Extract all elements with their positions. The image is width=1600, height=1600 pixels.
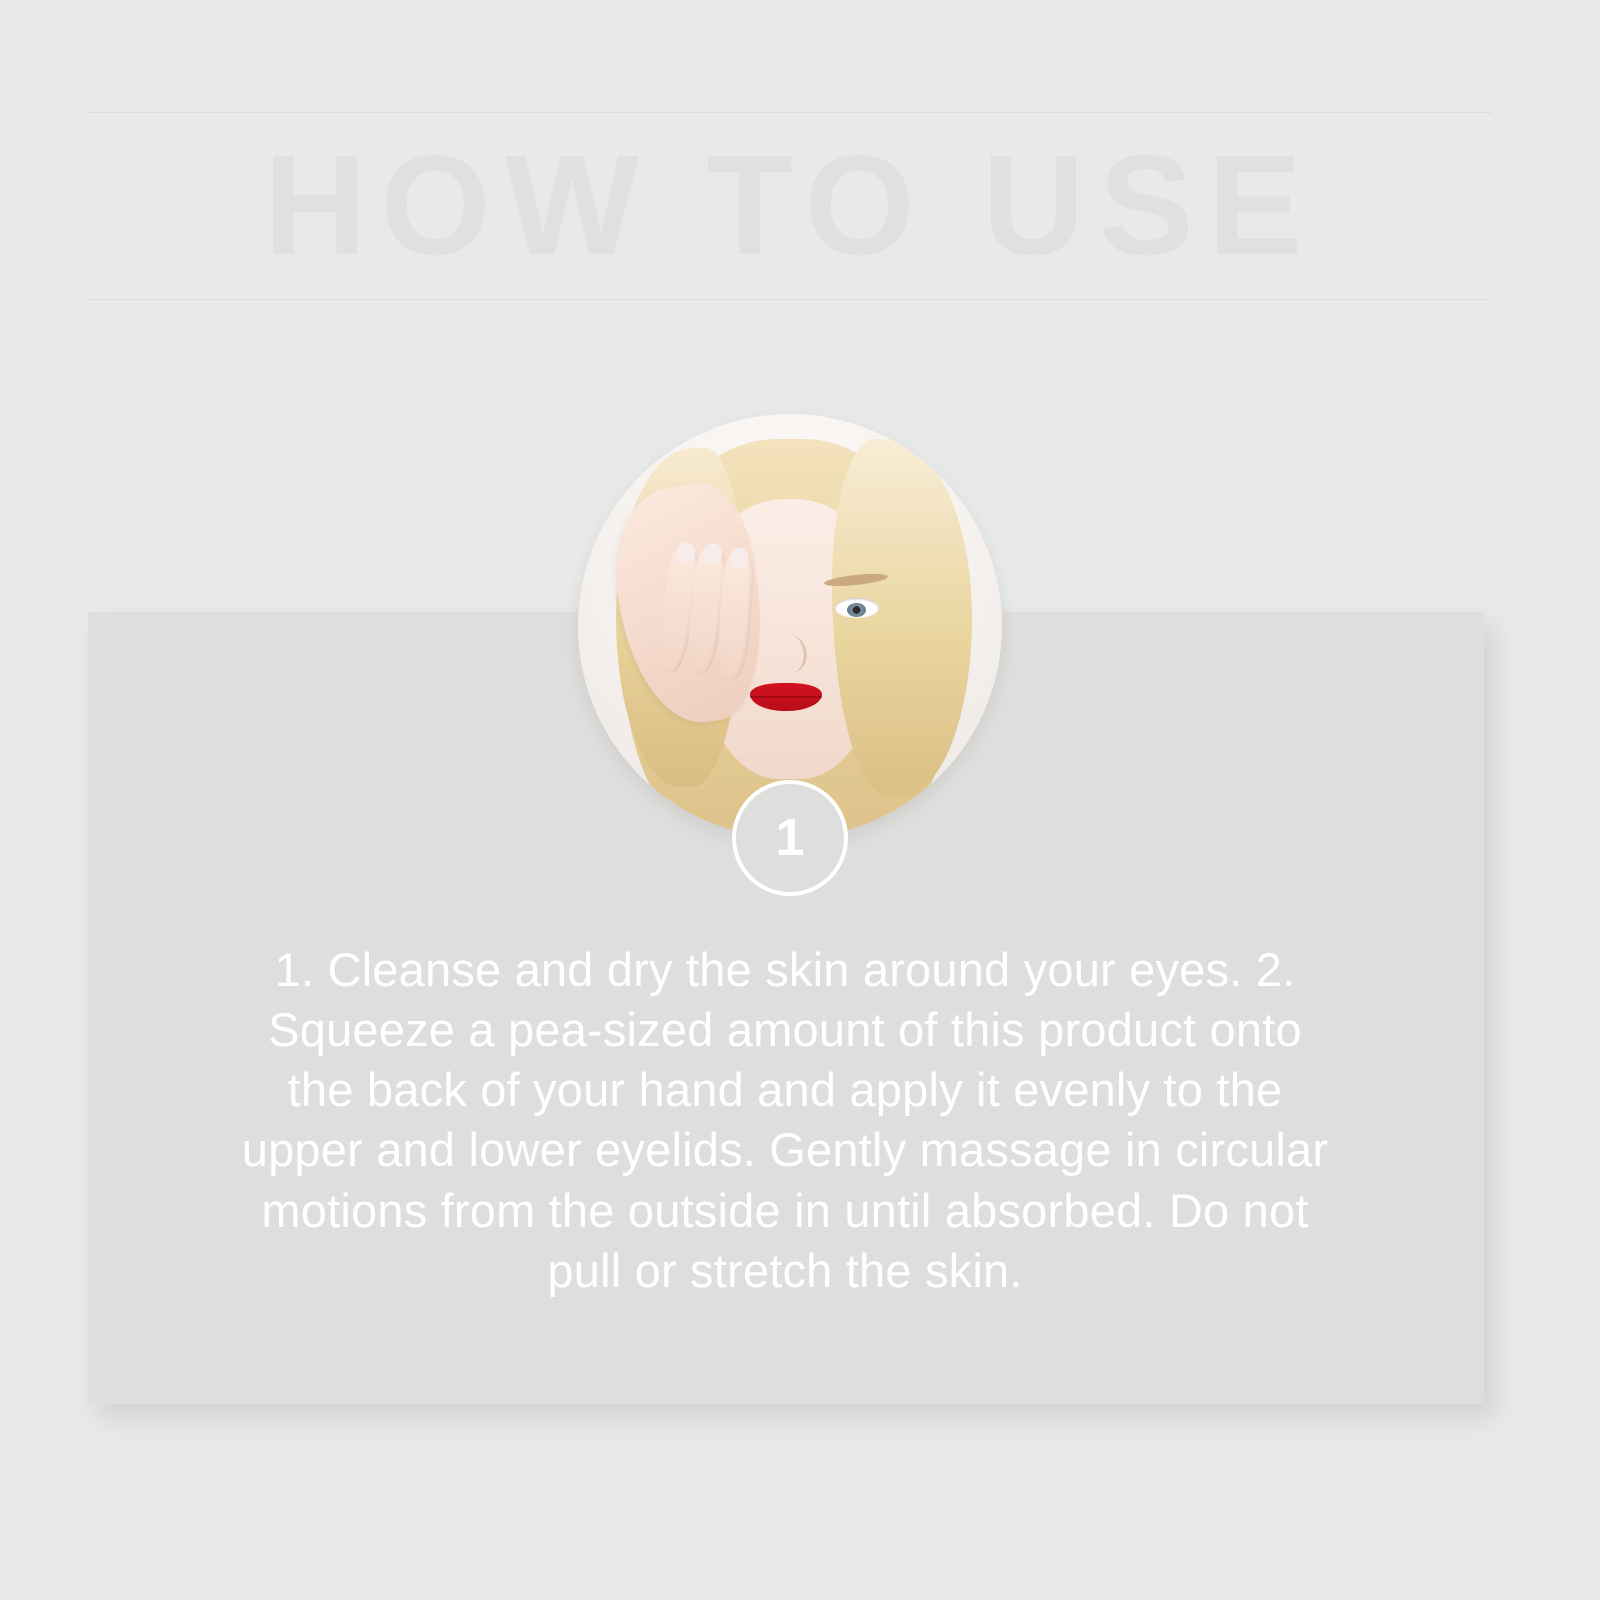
page-title: HOW TO USE xyxy=(263,126,1317,285)
fingernail-shape xyxy=(729,548,750,570)
nose-shape xyxy=(774,634,807,672)
photo-container xyxy=(578,414,1002,867)
fingernail-shape xyxy=(675,542,697,565)
header-divider-bottom xyxy=(88,299,1492,300)
step-number-badge: 1 xyxy=(732,780,848,896)
portrait-illustration xyxy=(578,414,1002,838)
woman-touching-eye-photo xyxy=(578,414,1002,838)
fingernail-shape xyxy=(702,542,724,564)
header-divider-top xyxy=(88,112,1492,113)
instructions-text: 1. Cleanse and dry the skin around your eyes. 2. Squeeze a pea-sized amount of this product onto the back of your hand and apply it evenly to the upper and lower eyelids. Gently massage in circular motions from the outside in until absorbed. Do not pull or stretch the skin. xyxy=(241,943,1329,1297)
page-header xyxy=(88,112,1492,300)
